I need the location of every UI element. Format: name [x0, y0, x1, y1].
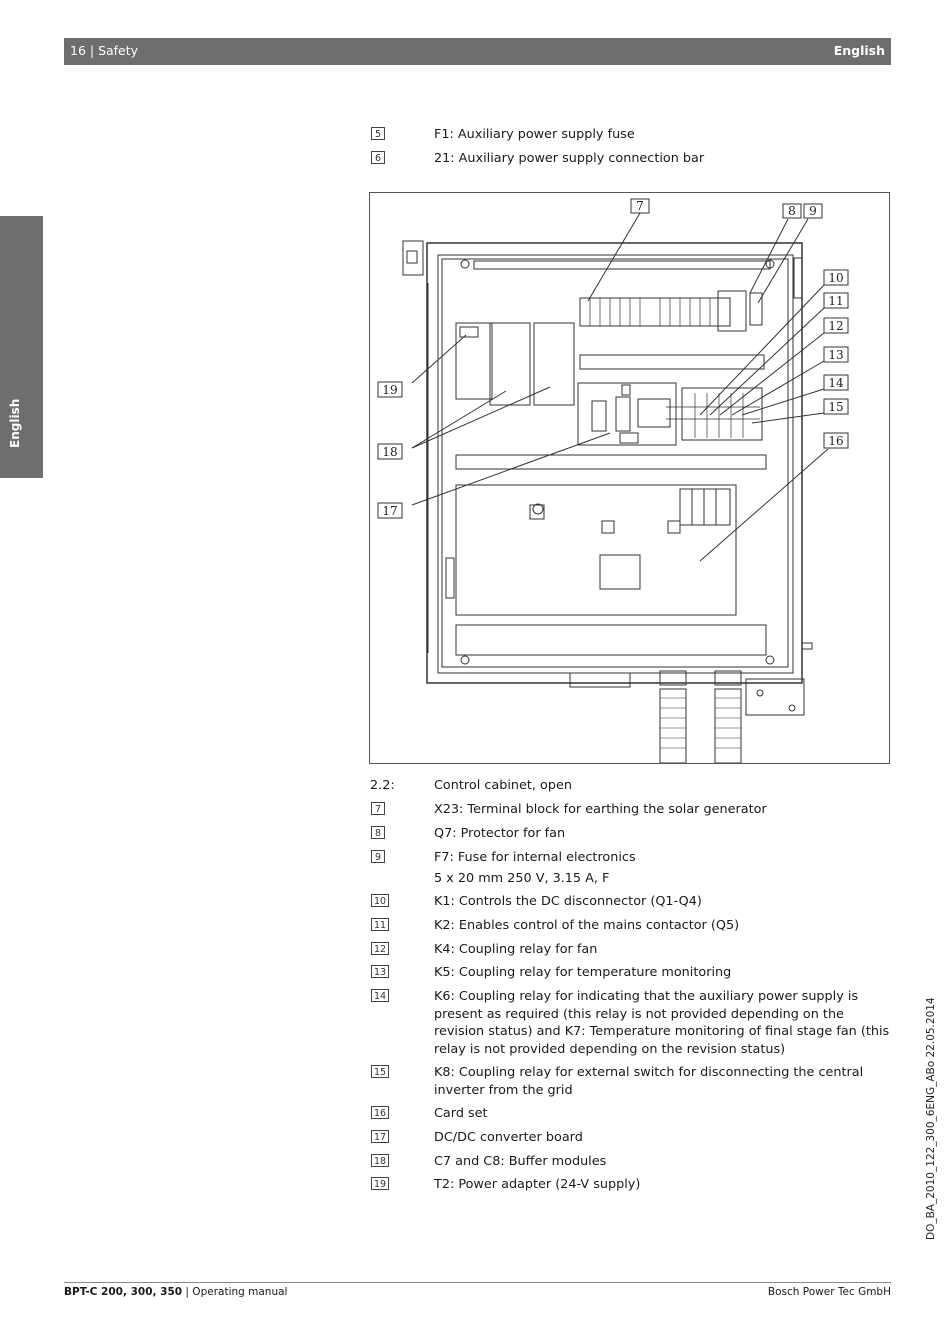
footer-company: Bosch Power Tec GmbH — [767, 1286, 891, 1298]
svg-text:12: 12 — [828, 319, 844, 333]
footer-doc-type: | Operating manual — [182, 1286, 288, 1298]
item-text: K6: Coupling relay for indicating that the auxiliary power supply is present as required (this relay is not provided depending on the revision status) and K7: Temperature monitoring of final stage fan (this relay is not provided depending on the revision status) — [434, 989, 890, 1057]
item-number-box: 15 — [371, 1065, 389, 1078]
callout-13 — [824, 347, 848, 362]
item-text: DC/DC converter board — [434, 1130, 583, 1145]
svg-text:11: 11 — [828, 294, 844, 308]
side-tab-label: English — [8, 398, 22, 448]
page-number-section: 16 | Safety — [70, 43, 139, 58]
language-side-tab — [0, 216, 43, 478]
item-number-box: 19 — [371, 1177, 389, 1190]
document-code: DO_BA_2010_122_300_6ENG_ABo 22.05.2014 — [925, 997, 937, 1240]
item-text: K2: Enables control of the mains contactor (Q5) — [434, 918, 740, 933]
item-number-box: 5 — [371, 127, 385, 140]
svg-text:18: 18 — [382, 445, 398, 459]
svg-text:13: 13 — [828, 348, 844, 362]
callout-12 — [824, 318, 848, 333]
item-text: C7 and C8: Buffer modules — [434, 1154, 607, 1169]
language-label: English — [833, 43, 885, 58]
item-number-box: 13 — [371, 965, 389, 978]
item-text: 21: Auxiliary power supply connection bar — [434, 151, 705, 166]
svg-text:16: 16 — [828, 434, 844, 448]
svg-text:15: 15 — [828, 400, 844, 414]
callout-10 — [824, 270, 848, 285]
item-number-box: 7 — [371, 802, 385, 815]
item-number-box: 10 — [371, 894, 389, 907]
callout-11 — [824, 293, 848, 308]
item-text: K4: Coupling relay for fan — [434, 942, 598, 957]
svg-text:10: 10 — [828, 271, 844, 285]
item-number-box: 12 — [371, 942, 389, 955]
item-text: F1: Auxiliary power supply fuse — [434, 127, 635, 142]
callout-14 — [824, 375, 848, 390]
item-number-box: 14 — [371, 989, 389, 1002]
item-number-box: 17 — [371, 1130, 389, 1143]
callout-16 — [824, 433, 848, 448]
control-cabinet-figure — [369, 192, 890, 764]
item-number-box: 9 — [371, 850, 385, 863]
item-number-box: 8 — [371, 826, 385, 839]
item-text: T2: Power adapter (24-V supply) — [434, 1177, 641, 1192]
svg-text:9: 9 — [809, 204, 817, 218]
item-text: X23: Terminal block for earthing the solar generator — [434, 802, 767, 817]
caption-text: Control cabinet, open — [434, 778, 572, 793]
svg-text:14: 14 — [828, 376, 844, 390]
item-text: Card set — [434, 1106, 488, 1121]
page-header — [64, 38, 891, 65]
callout-15 — [824, 399, 848, 414]
footer-divider — [64, 1282, 891, 1283]
svg-text:17: 17 — [382, 504, 398, 518]
caption-number: 2.2: — [370, 778, 395, 793]
svg-text:19: 19 — [382, 383, 398, 397]
item-number-box: 16 — [371, 1106, 389, 1119]
item-text: K5: Coupling relay for temperature monitoring — [434, 965, 732, 980]
item-number-box: 18 — [371, 1154, 389, 1167]
item-text: K1: Controls the DC disconnector (Q1-Q4) — [434, 894, 702, 909]
svg-text:7: 7 — [636, 199, 644, 213]
item-text: F7: Fuse for internal electronics — [434, 850, 636, 865]
callout-19 — [378, 382, 402, 397]
callout-9 — [804, 204, 822, 218]
footer-product-name: BPT-C 200, 300, 350 — [64, 1286, 183, 1298]
callout-18 — [378, 444, 402, 459]
callout-7 — [631, 199, 649, 213]
svg-text:8: 8 — [788, 204, 796, 218]
callout-8 — [783, 204, 801, 218]
cabinet-drawing — [370, 193, 889, 763]
item-number-box: 6 — [371, 151, 385, 164]
item-number-box: 11 — [371, 918, 389, 931]
footer-product — [64, 1286, 287, 1298]
item-text: K8: Coupling relay for external switch for disconnecting the central inverter from the grid — [434, 1065, 864, 1098]
item-text: Q7: Protector for fan — [434, 826, 566, 841]
callout-17 — [378, 503, 402, 518]
item-text: 5 x 20 mm 250 V, 3.15 A, F — [434, 871, 610, 886]
